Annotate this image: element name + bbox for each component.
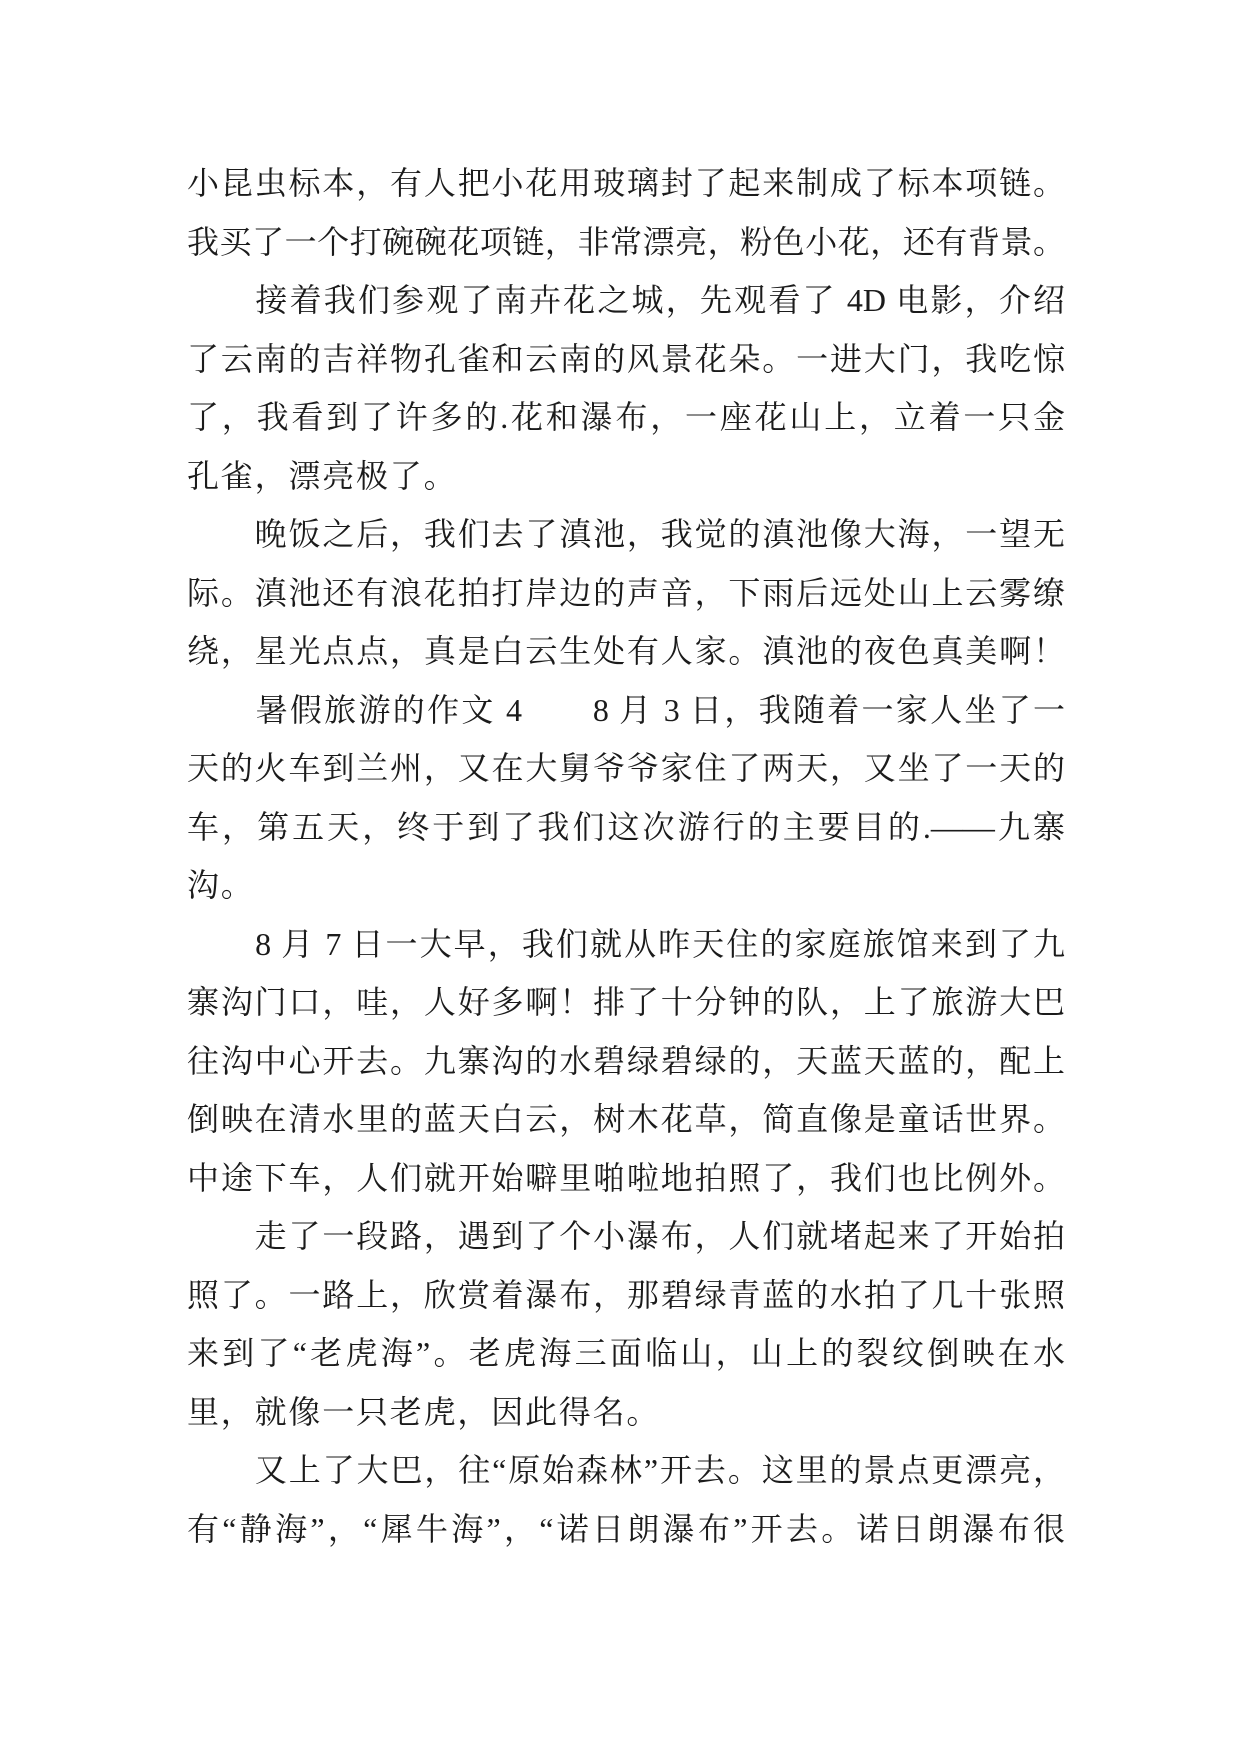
- text-line: 接着我们参观了南卉花之城，先观看了 4D 电影，介绍: [187, 282, 1065, 318]
- text-line: 小昆虫标本，有人把小花用玻璃封了起来制成了标本项链。: [187, 165, 1065, 201]
- text-line: 走了一段路，遇到了个小瀑布，人们就堵起来了开始拍: [187, 1218, 1065, 1254]
- text-line: 里，就像一只老虎，因此得名。: [187, 1393, 661, 1430]
- text-line: 我买了一个打碗碗花项链，非常漂亮，粉色小花，还有背景。: [187, 223, 1065, 260]
- text-line: 天的火车到兰州，又在大舅爷爷家住了两天，又坐了一天的: [187, 750, 1065, 786]
- text-line: 际。滇池还有浪花拍打岸边的声音，下雨后远处山上云雾缭: [187, 574, 1065, 611]
- text-line: 照了。一路上，欣赏着瀑布，那碧绿青蓝的水拍了几十张照: [187, 1276, 1065, 1313]
- text-line: 倒映在清水里的蓝天白云，树木花草，简直像是童话世界。: [187, 1101, 1065, 1137]
- text-line: 中途下车，人们就开始噼里啪啦地拍照了，我们也比例外。: [187, 1159, 1065, 1196]
- text-line: 往沟中心开去。九寨沟的水碧绿碧绿的，天蓝天蓝的，配上: [187, 1042, 1065, 1079]
- text-line: 车，第五天，终于到了我们这次游行的主要目的.——九寨: [187, 808, 1065, 845]
- text-line: 寨沟门口，哇，人好多啊！排了十分钟的队，上了旅游大巴: [187, 984, 1065, 1020]
- essay-text-block: [187, 154, 1065, 1558]
- text-line: 孔雀，漂亮极了。: [187, 457, 458, 494]
- text-line: 来到了“老虎海”。老虎海三面临山，山上的裂纹倒映在水: [187, 1335, 1065, 1371]
- text-line: 晚饭之后，我们去了滇池，我觉的滇池像大海，一望无: [187, 516, 1065, 552]
- text-line: 绕，星光点点，真是白云生处有人家。滇池的夜色真美啊！: [187, 633, 1065, 669]
- text-line: 了云南的吉祥物孔雀和云南的风景花朵。一进大门，我吃惊: [187, 340, 1065, 377]
- text-line: 又上了大巴，往“原始森林”开去。这里的景点更漂亮，: [187, 1452, 1065, 1488]
- text-line: 沟。: [187, 867, 255, 903]
- text-line: 8 月 7 日一大早，我们就从昨天住的家庭旅馆来到了九: [187, 925, 1065, 962]
- text-line: 有“静海”，“犀牛海”，“诺日朗瀑布”开去。诺日朗瀑布很: [187, 1510, 1065, 1547]
- text-line: 暑假旅游的作文 4 8 月 3 日，我随着一家人坐了一: [187, 691, 1065, 728]
- text-line: 了，我看到了许多的.花和瀑布，一座花山上，立着一只金: [187, 399, 1065, 435]
